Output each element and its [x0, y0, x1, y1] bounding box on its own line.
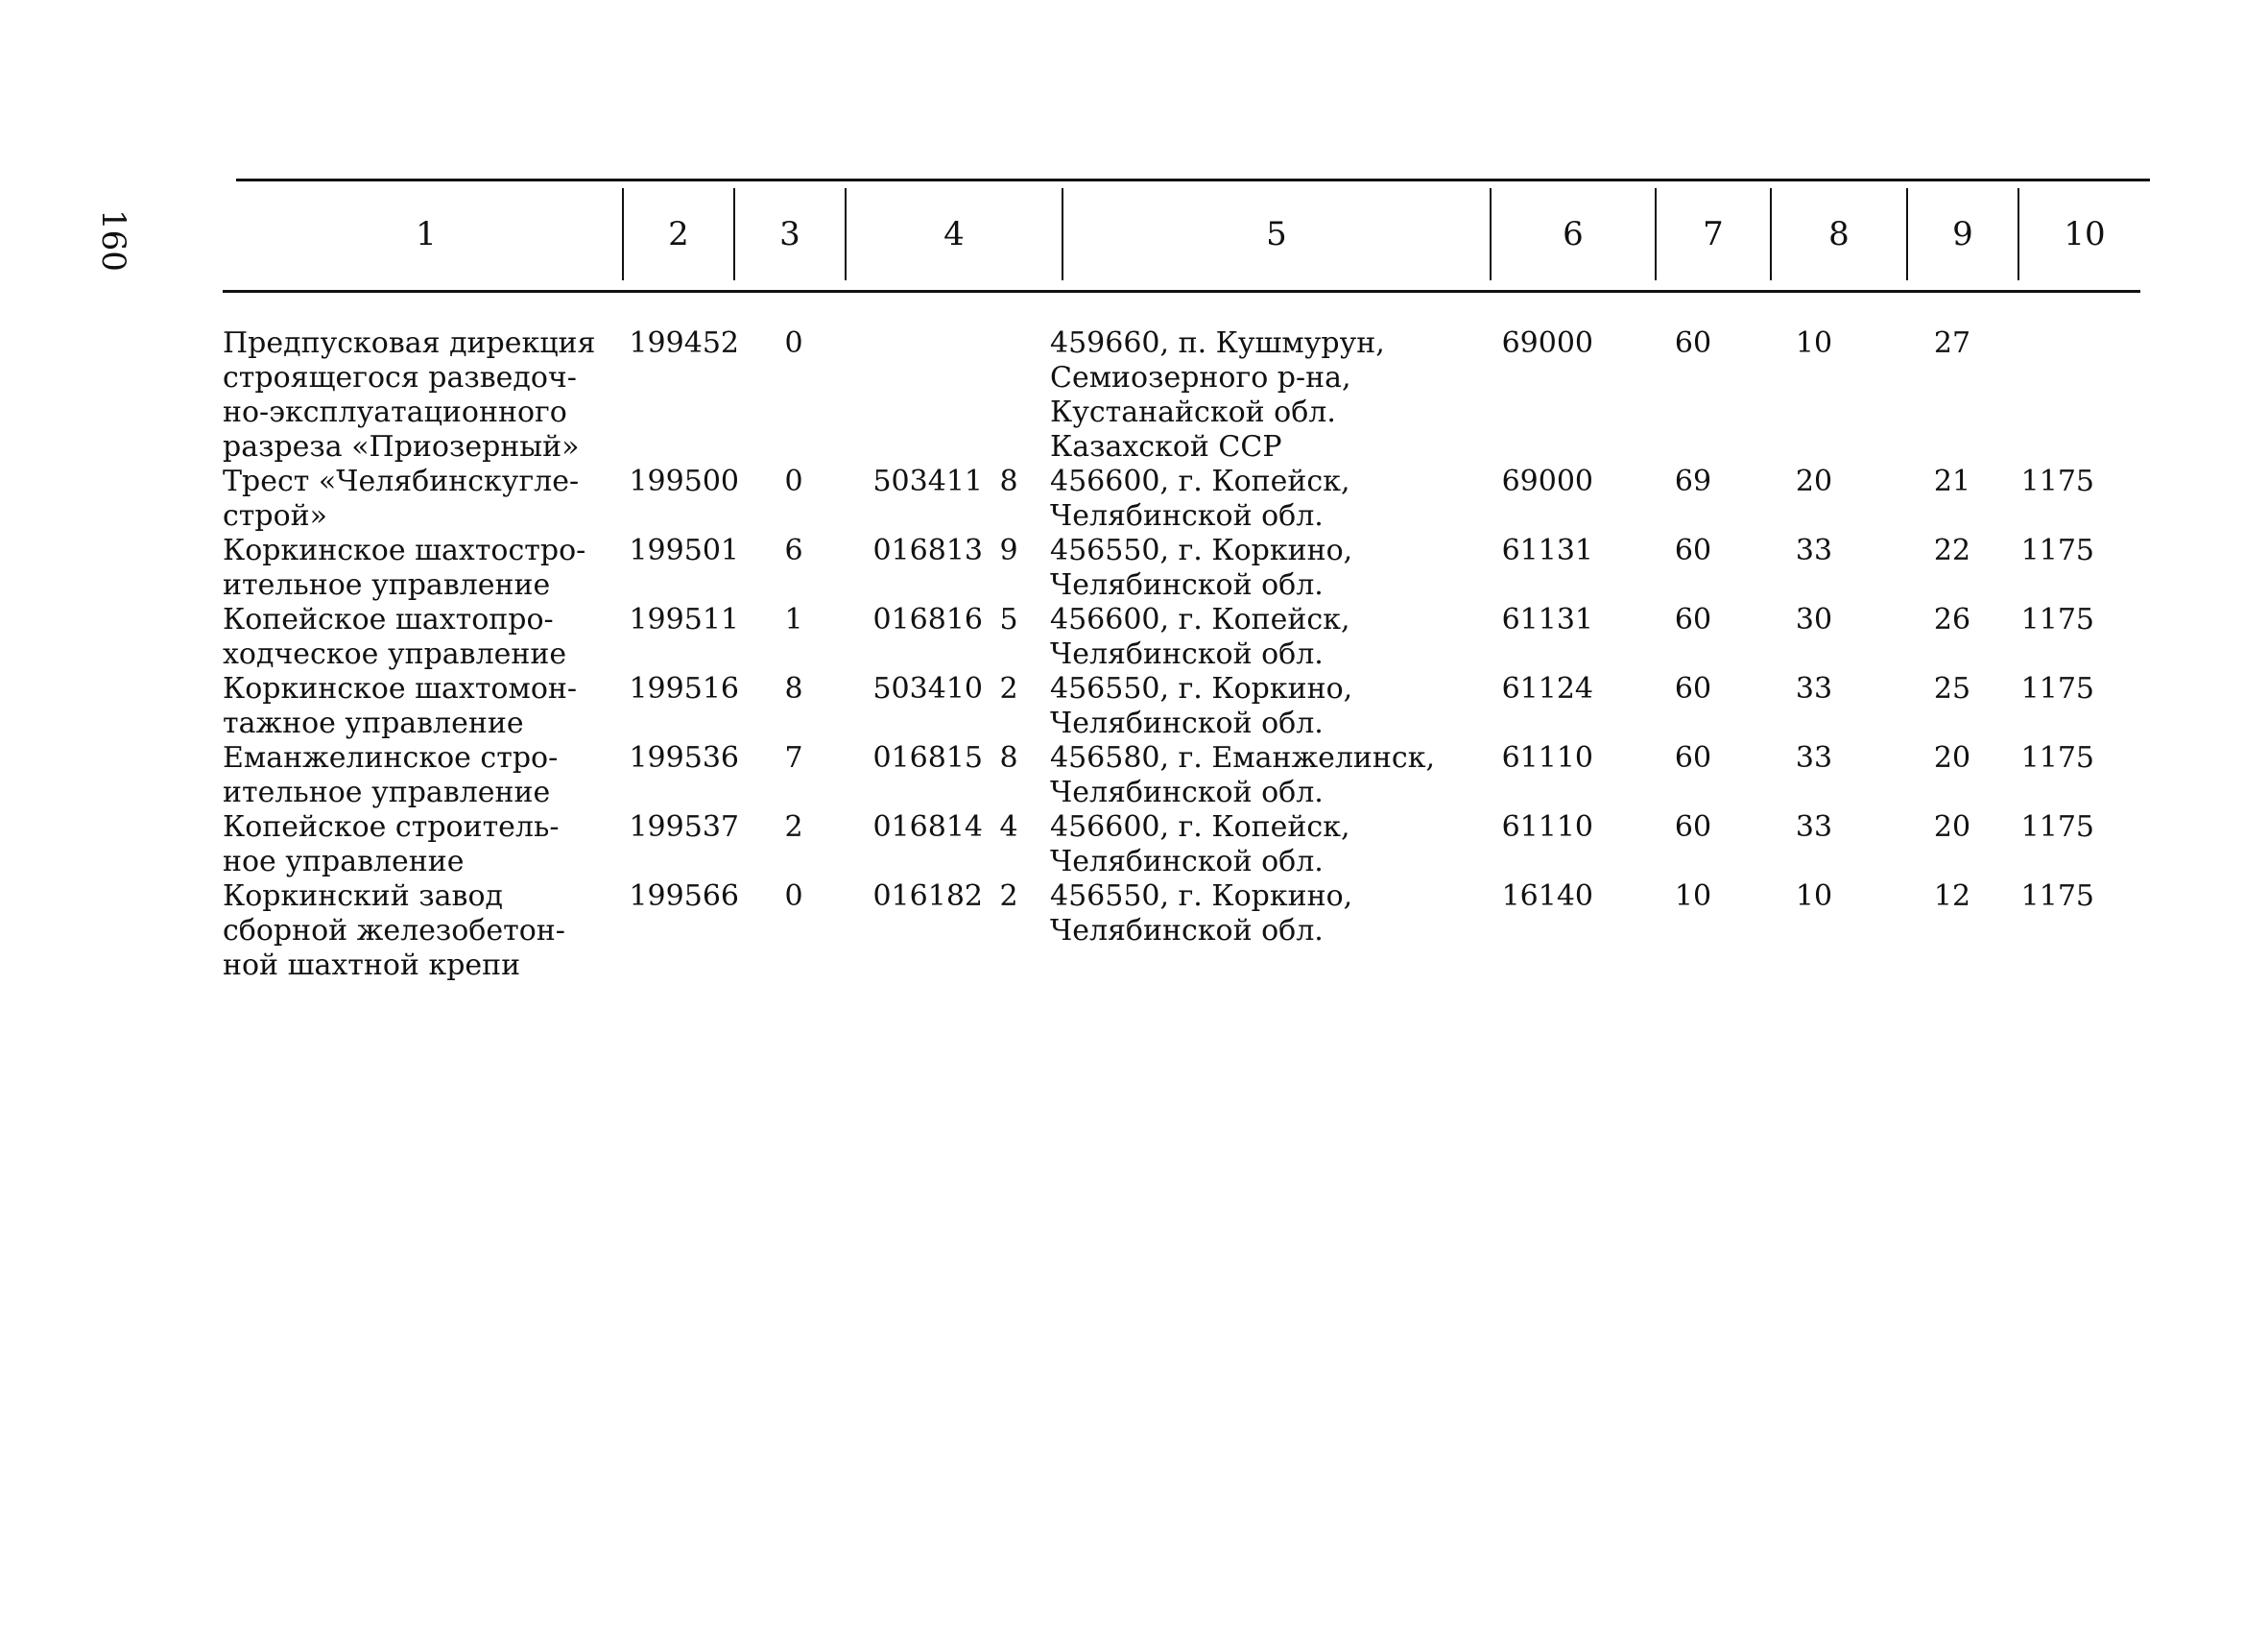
address: 456580, г. Еманжелинск, Челябинской обл. [1050, 741, 1435, 809]
value-col-7: 60 [1674, 603, 1712, 636]
value-col-9: 20 [1933, 810, 1971, 844]
code-col-2: 199536 [629, 741, 739, 775]
value-col-7: 60 [1674, 326, 1712, 360]
address: 456600, г. Копейск, Челябинской обл. [1050, 603, 1350, 671]
table-row [223, 534, 2161, 603]
value-col-9: 20 [1933, 741, 1971, 775]
value-col-7: 69 [1674, 465, 1712, 498]
value-col-10: 1175 [2020, 603, 2094, 636]
header-col-6: 6 [1490, 188, 1655, 280]
code-col-2: 199452 [629, 326, 739, 360]
value-col-10: 1175 [2020, 879, 2094, 913]
value-col-6: 61110 [1501, 741, 1593, 775]
value-col-8: 33 [1795, 534, 1833, 567]
org-name: Предпусковая дирекция строящегося разведоч- но-эксплуатационного разреза «Приозерный» [223, 326, 596, 464]
org-name: Еманжелинское стро- ительное управление [223, 741, 559, 809]
check-digit-col-3: 1 [784, 603, 803, 636]
value-col-8: 10 [1795, 879, 1833, 913]
header-col-10: 10 [2017, 188, 2150, 280]
address: 456600, г. Копейск, Челябинской обл. [1050, 810, 1350, 878]
value-col-10: 1175 [2020, 672, 2094, 706]
value-col-9: 27 [1933, 326, 1971, 360]
value-col-9: 12 [1933, 879, 1971, 913]
value-col-8: 33 [1795, 741, 1833, 775]
table-body [223, 326, 2161, 983]
header-top-rule [236, 179, 2150, 181]
code-col-2: 199516 [629, 672, 739, 706]
value-col-6: 16140 [1501, 879, 1593, 913]
value-col-7: 60 [1674, 534, 1712, 567]
check-digit-col-4: 5 [999, 603, 1018, 636]
code-col-2: 199501 [629, 534, 739, 567]
value-col-9: 26 [1933, 603, 1971, 636]
table-row [223, 465, 2161, 534]
value-col-8: 20 [1795, 465, 1833, 498]
check-digit-col-4: 8 [999, 741, 1018, 775]
value-col-7: 60 [1674, 810, 1712, 844]
value-col-9: 25 [1933, 672, 1971, 706]
org-name: Коркинский завод сборной железобетон- ной шахтной крепи [223, 879, 565, 982]
address: 456600, г. Копейск, Челябинской обл. [1050, 465, 1350, 533]
code-col-2: 199500 [629, 465, 739, 498]
address: 456550, г. Коркино, Челябинской обл. [1050, 534, 1353, 602]
code-col-4: 503411 [872, 465, 983, 498]
value-col-8: 33 [1795, 672, 1833, 706]
check-digit-col-3: 0 [784, 465, 803, 498]
header-col-2: 2 [622, 188, 733, 280]
value-col-10: 1175 [2020, 534, 2094, 567]
value-col-7: 60 [1674, 672, 1712, 706]
org-name: Трест «Челябинскугле- строй» [223, 465, 580, 533]
value-col-9: 22 [1933, 534, 1971, 567]
check-digit-col-4: 2 [999, 879, 1018, 913]
value-col-9: 21 [1933, 465, 1971, 498]
page-number: 160 [94, 209, 132, 272]
table-row [223, 603, 2161, 672]
header-col-8: 8 [1770, 188, 1906, 280]
check-digit-col-3: 8 [784, 672, 803, 706]
value-col-10: 1175 [2020, 741, 2094, 775]
table-header [230, 179, 2150, 298]
value-col-6: 61131 [1501, 534, 1593, 567]
value-col-10: 1175 [2020, 465, 2094, 498]
address: 456550, г. Коркино, Челябинской обл. [1050, 879, 1353, 948]
check-digit-col-4: 2 [999, 672, 1018, 706]
org-name: Копейское шахтопро- ходческое управление [223, 603, 567, 671]
code-col-4: 016813 [872, 534, 983, 567]
header-col-3: 3 [733, 188, 845, 280]
check-digit-col-4: 9 [999, 534, 1018, 567]
value-col-6: 61124 [1501, 672, 1593, 706]
code-col-2: 199566 [629, 879, 739, 913]
code-col-2: 199511 [629, 603, 739, 636]
check-digit-col-3: 0 [784, 879, 803, 913]
header-col-1: 1 [416, 215, 437, 253]
check-digit-col-3: 2 [784, 810, 803, 844]
value-col-7: 60 [1674, 741, 1712, 775]
code-col-2: 199537 [629, 810, 739, 844]
value-col-6: 61131 [1501, 603, 1593, 636]
address: 456550, г. Коркино, Челябинской обл. [1050, 672, 1353, 740]
code-col-4: 016815 [872, 741, 983, 775]
table-row [223, 672, 2161, 741]
value-col-8: 33 [1795, 810, 1833, 844]
check-digit-col-3: 0 [784, 326, 803, 360]
code-col-4: 016814 [872, 810, 983, 844]
check-digit-col-3: 7 [784, 741, 803, 775]
header-col-7: 7 [1655, 188, 1770, 280]
value-col-7: 10 [1674, 879, 1712, 913]
code-col-4: 503410 [872, 672, 983, 706]
code-col-4: 016182 [872, 879, 983, 913]
header-bottom-rule [223, 290, 2140, 293]
header-col-5: 5 [1062, 188, 1490, 280]
value-col-6: 69000 [1501, 326, 1593, 360]
address: 459660, п. Кушмурун, Семиозерного р-на, Кустанайской обл. Казахской ССР [1050, 326, 1385, 464]
check-digit-col-4: 8 [999, 465, 1018, 498]
value-col-8: 30 [1795, 603, 1833, 636]
value-col-8: 10 [1795, 326, 1833, 360]
header-col-4: 4 [845, 188, 1062, 280]
check-digit-col-3: 6 [784, 534, 803, 567]
header-col-9: 9 [1906, 188, 2017, 280]
org-name: Копейское строитель- ное управление [223, 810, 560, 878]
value-col-10: 1175 [2020, 810, 2094, 844]
org-name: Коркинское шахтостро- ительное управление [223, 534, 586, 602]
table-row [223, 326, 2161, 465]
value-col-6: 61110 [1501, 810, 1593, 844]
table-row [223, 879, 2161, 983]
org-name: Коркинское шахтомон- тажное управление [223, 672, 578, 740]
code-col-4: 016816 [872, 603, 983, 636]
table-row [223, 741, 2161, 810]
value-col-6: 69000 [1501, 465, 1593, 498]
check-digit-col-4: 4 [999, 810, 1018, 844]
table-row [223, 810, 2161, 879]
